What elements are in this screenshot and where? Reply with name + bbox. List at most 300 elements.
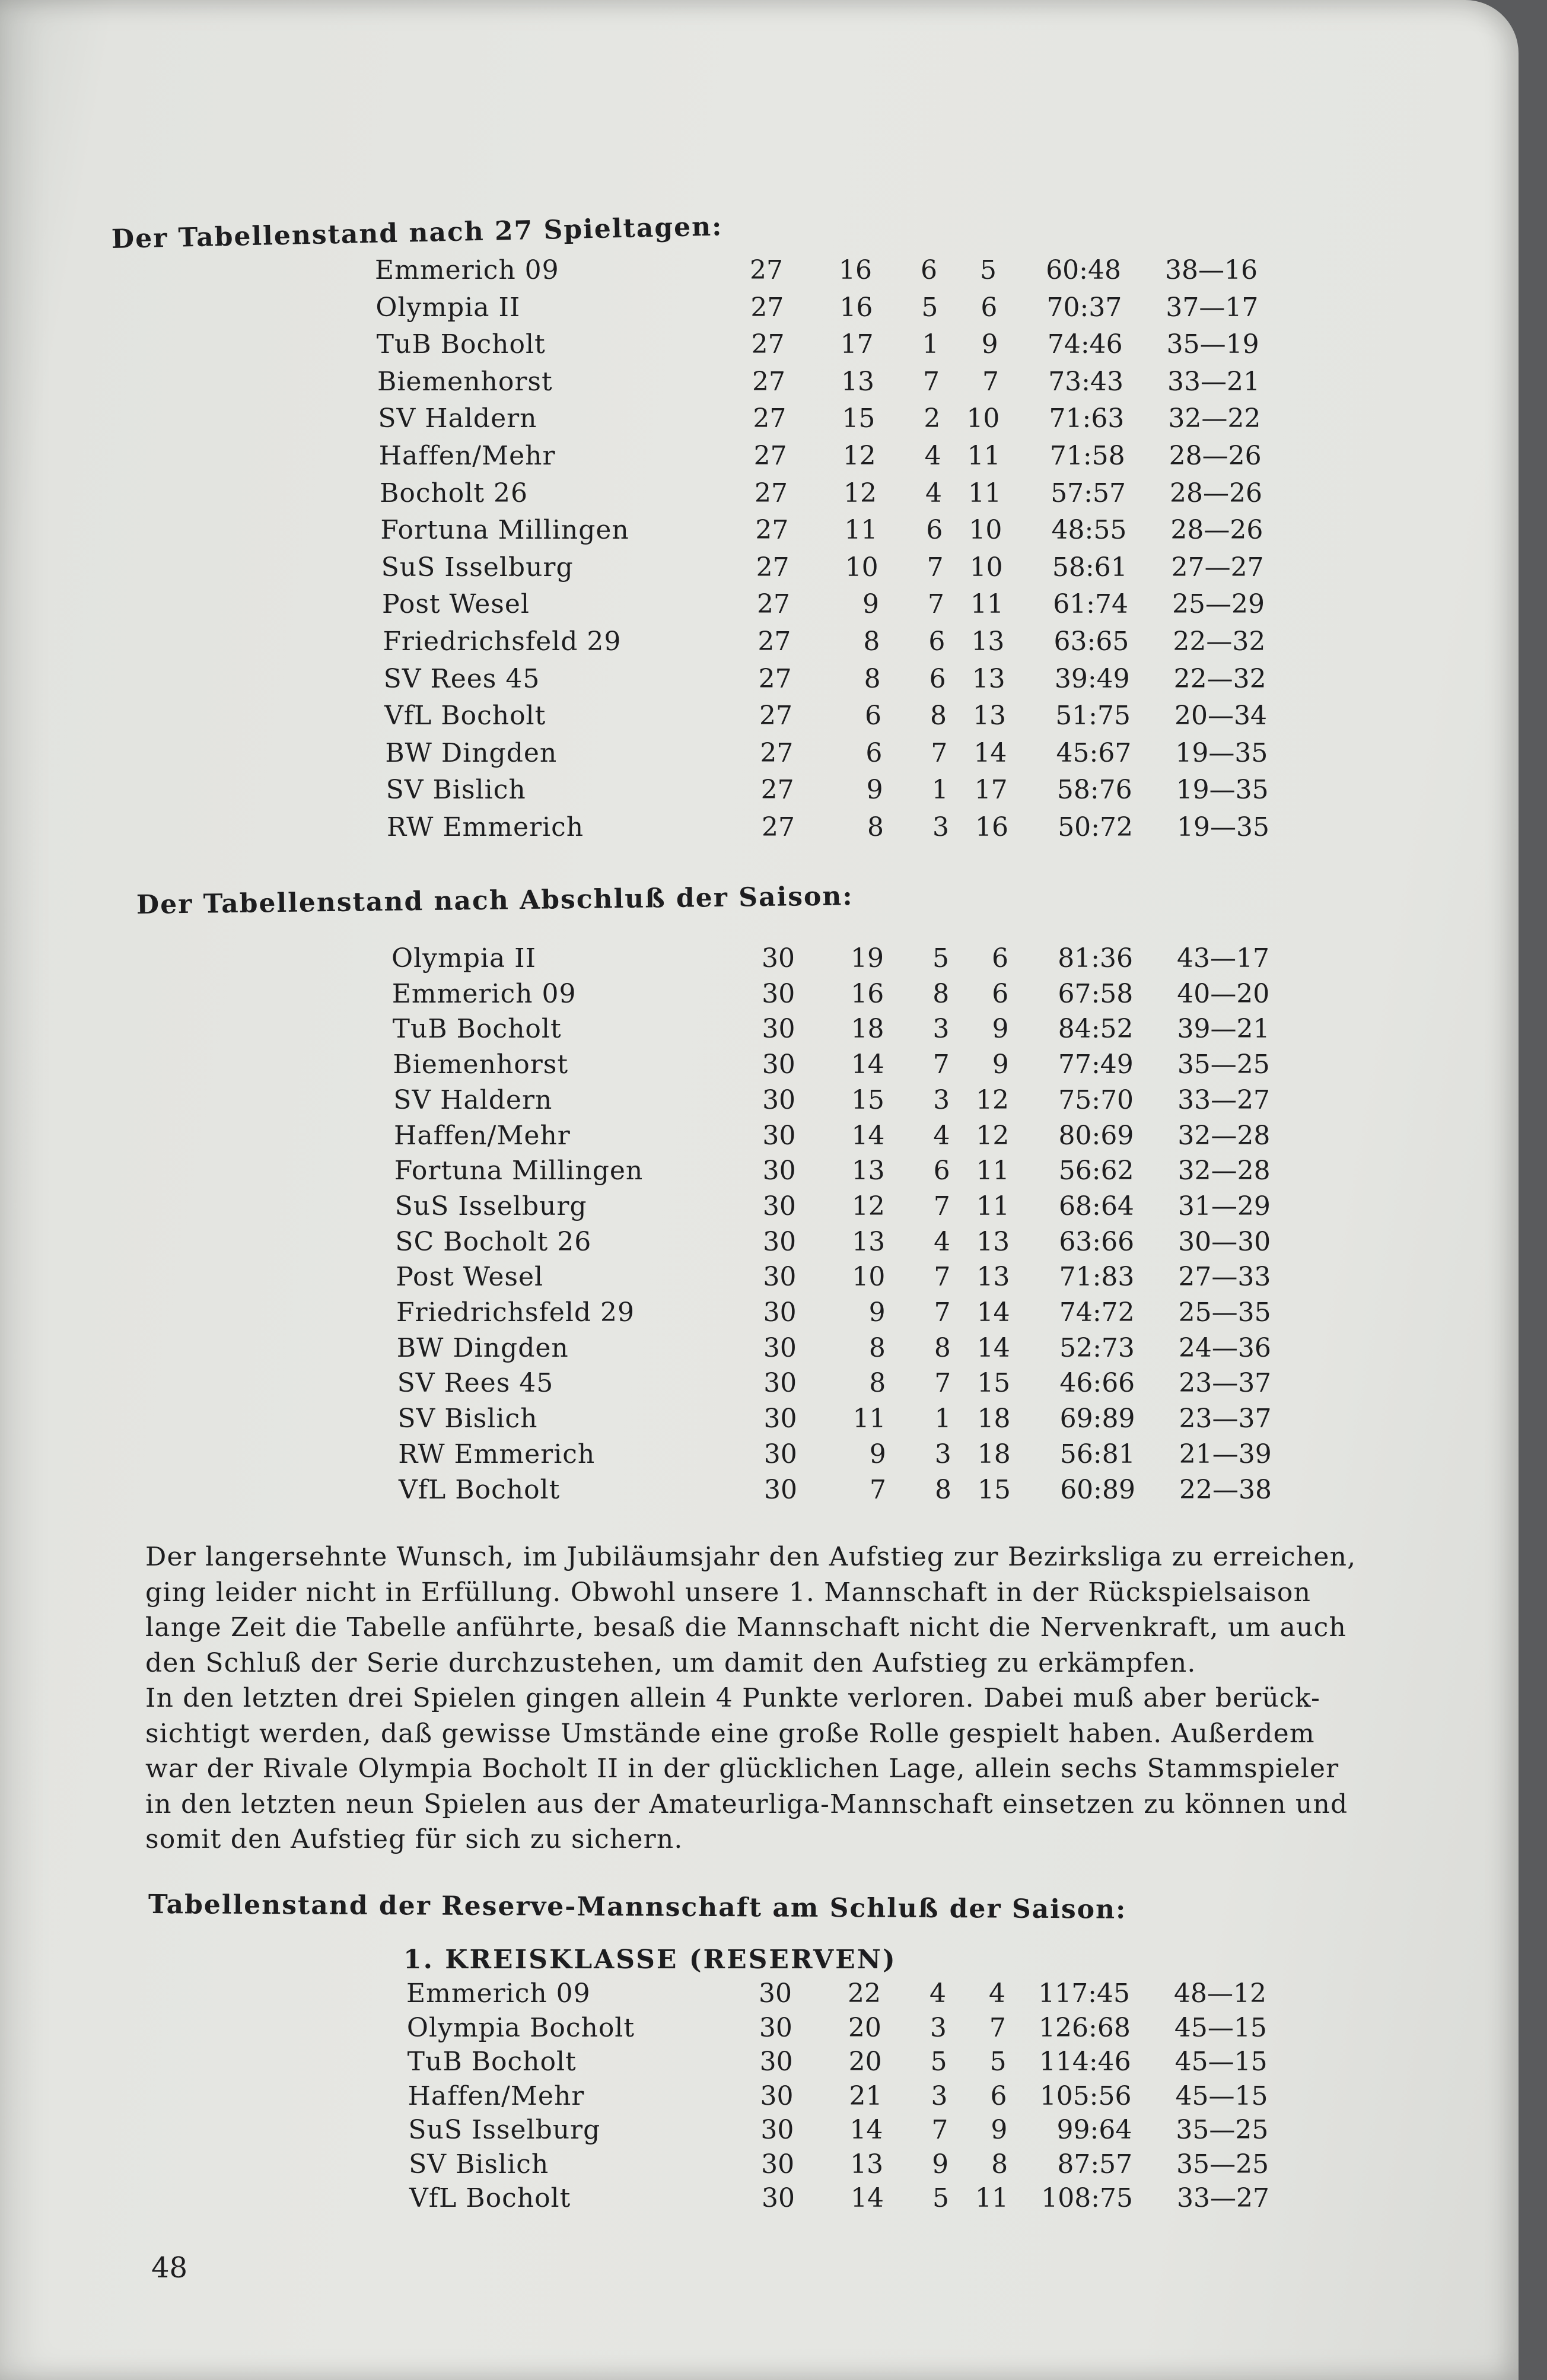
team-name: SuS Isselburg [394, 1191, 587, 1221]
paragraph-line: somit den Aufstieg für sich zu sichern. [145, 1824, 683, 1854]
wins: 19 [851, 943, 884, 973]
points: 27—27 [1171, 552, 1264, 583]
wins: 10 [852, 1262, 886, 1293]
matches-played: 30 [759, 2047, 793, 2077]
points: 37—17 [1166, 292, 1259, 323]
matches-played: 27 [757, 626, 791, 657]
draws: 8 [935, 1474, 951, 1505]
losses: 6 [981, 292, 998, 323]
matches-played: 30 [763, 1226, 797, 1257]
table-row [0, 1156, 1424, 1191]
points: 45—15 [1175, 2080, 1268, 2111]
draws: 7 [933, 1191, 950, 1221]
matches-played: 27 [755, 515, 789, 546]
table-row [0, 1368, 1424, 1404]
wins: 8 [869, 1368, 886, 1399]
points: 39—21 [1177, 1014, 1270, 1045]
draws: 4 [925, 478, 942, 508]
draws: 1 [931, 775, 948, 806]
matches-played: 27 [750, 255, 783, 285]
losses: 18 [977, 1404, 1011, 1434]
wins: 12 [851, 1191, 885, 1221]
table-row [0, 403, 1424, 439]
wins: 13 [851, 1156, 885, 1186]
losses: 10 [966, 403, 1000, 434]
matches-played: 27 [753, 441, 787, 471]
matches-played: 30 [760, 2115, 794, 2145]
table-row [0, 664, 1424, 699]
paragraph-line: ging leider nicht in Erfüllung. Obwohl unsere 1. Mannschaft in der Rückspielsaison [145, 1577, 1312, 1608]
table-row [0, 1475, 1424, 1510]
team-name: Emmerich 09 [375, 255, 559, 285]
draws: 8 [932, 978, 950, 1009]
goals: 70:37 [1046, 292, 1122, 323]
draws: 5 [932, 943, 949, 973]
table-row [0, 775, 1424, 810]
losses: 16 [975, 812, 1008, 842]
table-row [0, 255, 1424, 291]
losses: 13 [973, 701, 1006, 731]
draws: 6 [929, 663, 946, 694]
matches-played: 30 [762, 1084, 796, 1115]
matches-played: 30 [763, 1404, 797, 1434]
draws: 6 [921, 255, 937, 285]
team-name: Post Wesel [382, 589, 530, 620]
goals: 74:72 [1059, 1297, 1135, 1328]
team-name: Post Wesel [396, 1262, 544, 1293]
paragraph-line: war der Rivale Olympia Bocholt II in der glücklichen Lage, allein sechs Stammspieler [145, 1754, 1339, 1784]
points: 23—37 [1179, 1368, 1272, 1399]
points: 33—27 [1177, 1084, 1271, 1115]
losses: 7 [989, 2012, 1006, 2043]
draws: 7 [934, 1297, 951, 1328]
team-name: TuB Bocholt [392, 1014, 562, 1045]
points: 35—25 [1176, 2149, 1269, 2179]
draws: 4 [934, 1226, 951, 1257]
matches-played: 30 [763, 1332, 797, 1363]
wins: 11 [844, 515, 878, 546]
losses: 13 [976, 1226, 1010, 1257]
table-row [0, 478, 1424, 514]
wins: 15 [851, 1084, 885, 1115]
wins: 18 [851, 1014, 884, 1045]
goals: 117:45 [1038, 1978, 1130, 2009]
table-row [0, 515, 1424, 551]
wins: 14 [851, 1049, 884, 1080]
matches-played: 30 [762, 943, 795, 973]
losses: 11 [976, 1191, 1010, 1221]
table-row [0, 1978, 1424, 2014]
wins: 6 [865, 737, 883, 768]
losses: 5 [980, 255, 997, 285]
wins: 22 [848, 1978, 881, 2009]
goals: 81:36 [1058, 943, 1133, 973]
goals: 45:67 [1056, 737, 1132, 768]
wins: 17 [840, 329, 874, 360]
points: 48—12 [1174, 1978, 1266, 2009]
points: 24—36 [1178, 1332, 1271, 1363]
page-number: 48 [151, 2251, 188, 2284]
draws: 7 [928, 589, 944, 620]
goals: 74:46 [1047, 329, 1123, 360]
team-name: Haffen/Mehr [378, 441, 556, 471]
team-name: Olympia II [391, 943, 536, 973]
draws: 3 [932, 812, 949, 842]
matches-played: 27 [753, 403, 787, 434]
points: 33—27 [1177, 2183, 1269, 2213]
wins: 9 [866, 775, 883, 806]
matches-played: 30 [762, 1156, 796, 1186]
team-name: Fortuna Millingen [380, 515, 629, 546]
matches-played: 27 [755, 478, 788, 508]
matches-played: 27 [762, 812, 795, 842]
team-name: Emmerich 09 [406, 1978, 591, 2009]
points: 20—34 [1174, 701, 1267, 731]
table-row [0, 552, 1424, 588]
wins: 16 [839, 292, 873, 323]
losses: 6 [990, 2080, 1007, 2111]
team-name: SV Rees 45 [383, 663, 540, 694]
wins: 16 [851, 978, 884, 1009]
team-name: Biemenhorst [393, 1049, 569, 1080]
team-name: SuS Isselburg [381, 552, 574, 583]
points: 32—28 [1177, 1156, 1271, 1186]
losses: 15 [977, 1368, 1011, 1399]
goals: 56:62 [1058, 1156, 1134, 1186]
draws: 6 [928, 626, 946, 657]
draws: 5 [921, 292, 938, 323]
goals: 50:72 [1058, 812, 1133, 842]
table-row [0, 589, 1424, 625]
losses: 11 [968, 478, 1001, 508]
points: 35—25 [1177, 1049, 1270, 1080]
table-row [0, 1191, 1424, 1227]
losses: 9 [981, 329, 998, 360]
team-name: VfL Bocholt [384, 701, 546, 731]
draws: 5 [930, 2047, 947, 2077]
table-row [0, 1404, 1424, 1439]
team-name: Haffen/Mehr [394, 1120, 571, 1151]
wins: 9 [862, 589, 879, 620]
losses: 8 [991, 2149, 1008, 2179]
heading-final-standings: Der Tabellenstand nach Abschluß der Saison: [136, 881, 854, 920]
table-row [0, 943, 1424, 979]
table-row [0, 329, 1424, 365]
draws: 4 [933, 1120, 950, 1151]
points: 30—30 [1178, 1226, 1271, 1257]
team-name: Bocholt 26 [380, 478, 529, 508]
wins: 9 [868, 1297, 886, 1328]
draws: 3 [931, 2080, 948, 2111]
losses: 15 [978, 1474, 1011, 1505]
team-name: Olympia Bocholt [406, 2012, 635, 2043]
matches-played: 30 [763, 1262, 797, 1293]
goals: 87:57 [1057, 2149, 1133, 2179]
points: 32—28 [1177, 1120, 1271, 1151]
wins: 14 [849, 2115, 883, 2145]
goals: 73:43 [1048, 366, 1123, 397]
losses: 5 [989, 2047, 1007, 2077]
table-row [0, 2081, 1424, 2117]
points: 28—26 [1169, 441, 1262, 471]
table-row [0, 2047, 1424, 2082]
team-name: SuS Isselburg [408, 2115, 601, 2145]
table-row [0, 292, 1424, 328]
points: 28—26 [1170, 478, 1262, 508]
goals: 105:56 [1039, 2080, 1132, 2111]
goals: 56:81 [1059, 1439, 1135, 1469]
losses: 9 [991, 2115, 1008, 2145]
goals: 48:55 [1051, 515, 1127, 546]
goals: 58:76 [1056, 775, 1132, 806]
points: 21—39 [1179, 1439, 1272, 1469]
losses: 10 [969, 552, 1003, 583]
points: 23—37 [1179, 1404, 1272, 1434]
wins: 9 [869, 1439, 886, 1469]
matches-played: 30 [763, 1297, 797, 1328]
losses: 6 [992, 978, 1009, 1009]
goals: 108:75 [1041, 2183, 1133, 2213]
goals: 77:49 [1058, 1049, 1134, 1080]
points: 22—32 [1173, 626, 1266, 657]
matches-played: 30 [760, 2080, 794, 2111]
paragraph-line: den Schluß der Serie durchzustehen, um damit den Aufstieg zu erkämpfen. [145, 1647, 1196, 1678]
goals: 39:49 [1054, 663, 1130, 694]
goals: 63:66 [1059, 1226, 1135, 1257]
goals: 68:64 [1059, 1191, 1134, 1221]
losses: 14 [976, 1297, 1010, 1328]
goals: 58:61 [1052, 552, 1128, 583]
team-name: Friedrichsfeld 29 [396, 1297, 635, 1328]
heading-after-27-matchdays: Der Tabellenstand nach 27 Spieltagen: [111, 211, 723, 254]
goals: 71:83 [1059, 1262, 1135, 1293]
losses: 11 [967, 441, 1001, 471]
matches-played: 27 [760, 775, 794, 806]
losses: 17 [974, 775, 1008, 806]
wins: 15 [842, 403, 876, 434]
goals: 69:89 [1059, 1404, 1135, 1434]
wins: 10 [845, 552, 878, 583]
draws: 7 [927, 552, 944, 583]
draws: 6 [926, 515, 943, 546]
matches-played: 27 [752, 366, 785, 397]
wins: 12 [842, 441, 876, 471]
team-name: SV Bislich [386, 775, 526, 806]
table-row [0, 441, 1424, 476]
wins: 20 [848, 2012, 881, 2043]
draws: 1 [922, 329, 939, 360]
team-name: SC Bocholt 26 [395, 1226, 592, 1257]
matches-played: 30 [762, 1014, 795, 1045]
table-row [0, 1014, 1424, 1049]
points: 35—25 [1176, 2115, 1269, 2145]
matches-played: 30 [763, 1439, 797, 1469]
team-name: BW Dingden [396, 1332, 569, 1363]
draws: 4 [924, 441, 941, 471]
team-name: TuB Bocholt [376, 329, 546, 360]
matches-played: 27 [758, 663, 792, 694]
losses: 9 [992, 1049, 1009, 1080]
table-row [0, 2183, 1424, 2219]
wins: 13 [850, 2149, 884, 2179]
paragraph-line: lange Zeit die Tabelle anführte, besaß die Mannschaft nicht die Nervenkraft, um auch [145, 1612, 1347, 1643]
matches-played: 27 [760, 737, 794, 768]
matches-played: 30 [759, 2012, 792, 2043]
team-name: Haffen/Mehr [408, 2080, 585, 2111]
losses: 10 [969, 515, 1002, 546]
losses: 12 [976, 1084, 1010, 1115]
draws: 2 [924, 403, 941, 434]
losses: 14 [976, 1332, 1010, 1363]
wins: 14 [851, 1120, 885, 1151]
heading-reserve-standings: Tabellenstand der Reserve-Mannschaft am Schluß der Saison: [148, 1889, 1127, 1925]
points: 28—26 [1170, 515, 1263, 546]
table-row [0, 2149, 1424, 2185]
losses: 13 [971, 626, 1005, 657]
team-name: Olympia II [375, 292, 521, 323]
points: 22—38 [1179, 1474, 1272, 1505]
table-row [0, 2115, 1424, 2150]
team-name: SV Bislich [409, 2149, 549, 2179]
goals: 63:65 [1053, 626, 1129, 657]
losses: 11 [970, 589, 1004, 620]
points: 40—20 [1177, 978, 1270, 1009]
points: 19—35 [1177, 812, 1269, 842]
points: 32—22 [1168, 403, 1261, 434]
table-row [0, 1297, 1424, 1333]
losses: 13 [976, 1262, 1010, 1293]
goals: 52:73 [1059, 1332, 1135, 1363]
wins: 12 [843, 478, 877, 508]
matches-played: 30 [762, 2183, 795, 2213]
team-name: Emmerich 09 [391, 978, 577, 1009]
matches-played: 27 [757, 589, 790, 620]
wins: 13 [852, 1226, 886, 1257]
wins: 8 [863, 626, 880, 657]
table-row [0, 1439, 1424, 1475]
reserve-league-title: 1. KREISKLASSE (RESERVEN) [403, 1945, 897, 1975]
losses: 4 [989, 1978, 1005, 2009]
losses: 14 [973, 737, 1007, 768]
team-name: VfL Bocholt [409, 2183, 571, 2213]
matches-played: 30 [762, 1191, 796, 1221]
goals: 67:58 [1058, 978, 1134, 1009]
wins: 8 [867, 812, 884, 842]
points: 25—35 [1178, 1297, 1271, 1328]
matches-played: 27 [750, 292, 784, 323]
points: 27—33 [1178, 1262, 1271, 1293]
points: 43—17 [1177, 943, 1269, 973]
draws: 8 [934, 1332, 951, 1363]
matches-played: 30 [759, 1978, 792, 2009]
team-name: RW Emmerich [387, 812, 584, 842]
wins: 14 [851, 2183, 884, 2213]
draws: 7 [931, 2115, 948, 2145]
wins: 11 [852, 1404, 886, 1434]
losses: 13 [972, 663, 1005, 694]
draws: 7 [932, 1049, 950, 1080]
points: 45—15 [1174, 2012, 1267, 2043]
paragraph-line: Der langersehnte Wunsch, im Jubiläumsjahr den Aufstieg zur Bezirksliga zu erreichen, [145, 1542, 1357, 1572]
goals: 126:68 [1039, 2012, 1131, 2043]
goals: 75:70 [1058, 1084, 1134, 1115]
draws: 3 [934, 1439, 951, 1469]
paragraph-line: in den letzten neun Spielen aus der Amateurliga-Mannschaft einsetzen zu können und [145, 1789, 1348, 1819]
points: 25—29 [1172, 589, 1265, 620]
draws: 1 [934, 1404, 951, 1434]
goals: 80:69 [1058, 1120, 1134, 1151]
goals: 60:89 [1060, 1474, 1135, 1505]
wins: 21 [849, 2080, 883, 2111]
draws: 3 [930, 2012, 947, 2043]
team-name: SV Haldern [378, 403, 537, 434]
table-row [0, 626, 1424, 662]
team-name: VfL Bocholt [399, 1474, 561, 1505]
season-summary-paragraph [145, 1539, 1468, 1857]
paragraph-line: sichtigt werden, daß gewisse Umstände eine große Rolle gespielt haben. Außerdem [145, 1718, 1315, 1749]
draws: 9 [932, 2149, 949, 2179]
team-name: RW Emmerich [398, 1439, 596, 1469]
goals: 71:63 [1049, 403, 1125, 434]
table-row [0, 1121, 1424, 1156]
table-row [0, 1049, 1424, 1085]
goals: 114:46 [1039, 2047, 1131, 2077]
team-name: SV Haldern [393, 1084, 553, 1115]
team-name: Fortuna Millingen [394, 1156, 644, 1186]
draws: 7 [934, 1262, 951, 1293]
matches-played: 30 [764, 1474, 797, 1505]
draws: 7 [923, 366, 940, 397]
draws: 7 [931, 737, 948, 768]
points: 19—35 [1175, 737, 1268, 768]
goals: 84:52 [1058, 1014, 1134, 1045]
wins: 6 [865, 701, 881, 731]
wins: 7 [870, 1474, 886, 1505]
points: 22—32 [1173, 663, 1266, 694]
table-row [0, 701, 1424, 736]
table-row [0, 367, 1424, 402]
draws: 6 [933, 1156, 950, 1186]
wins: 20 [848, 2047, 882, 2077]
points: 19—35 [1176, 775, 1269, 806]
goals: 57:57 [1051, 478, 1126, 508]
team-name: SV Bislich [397, 1404, 538, 1434]
points: 38—16 [1165, 255, 1258, 285]
table-row [0, 2013, 1424, 2048]
draws: 3 [933, 1084, 950, 1115]
wins: 16 [839, 255, 872, 285]
matches-played: 30 [763, 1368, 797, 1399]
wins: 8 [864, 663, 881, 694]
matches-played: 27 [759, 701, 792, 731]
points: 35—19 [1166, 329, 1259, 360]
team-name: SV Rees 45 [397, 1368, 554, 1399]
table-row [0, 738, 1424, 774]
losses: 9 [992, 1014, 1009, 1045]
goals: 46:66 [1059, 1368, 1135, 1399]
points: 31—29 [1177, 1191, 1271, 1221]
losses: 18 [977, 1439, 1011, 1469]
draws: 4 [930, 1978, 946, 2009]
paragraph-line: In den letzten drei Spielen gingen allein 4 Punkte verloren. Dabei muß aber berück- [145, 1683, 1321, 1713]
table-row [0, 1262, 1424, 1297]
points: 45—15 [1174, 2047, 1268, 2077]
points: 33—21 [1167, 366, 1260, 397]
table-row [0, 979, 1424, 1014]
losses: 11 [975, 2183, 1008, 2213]
table-row [0, 812, 1424, 848]
goals: 71:58 [1049, 441, 1125, 471]
